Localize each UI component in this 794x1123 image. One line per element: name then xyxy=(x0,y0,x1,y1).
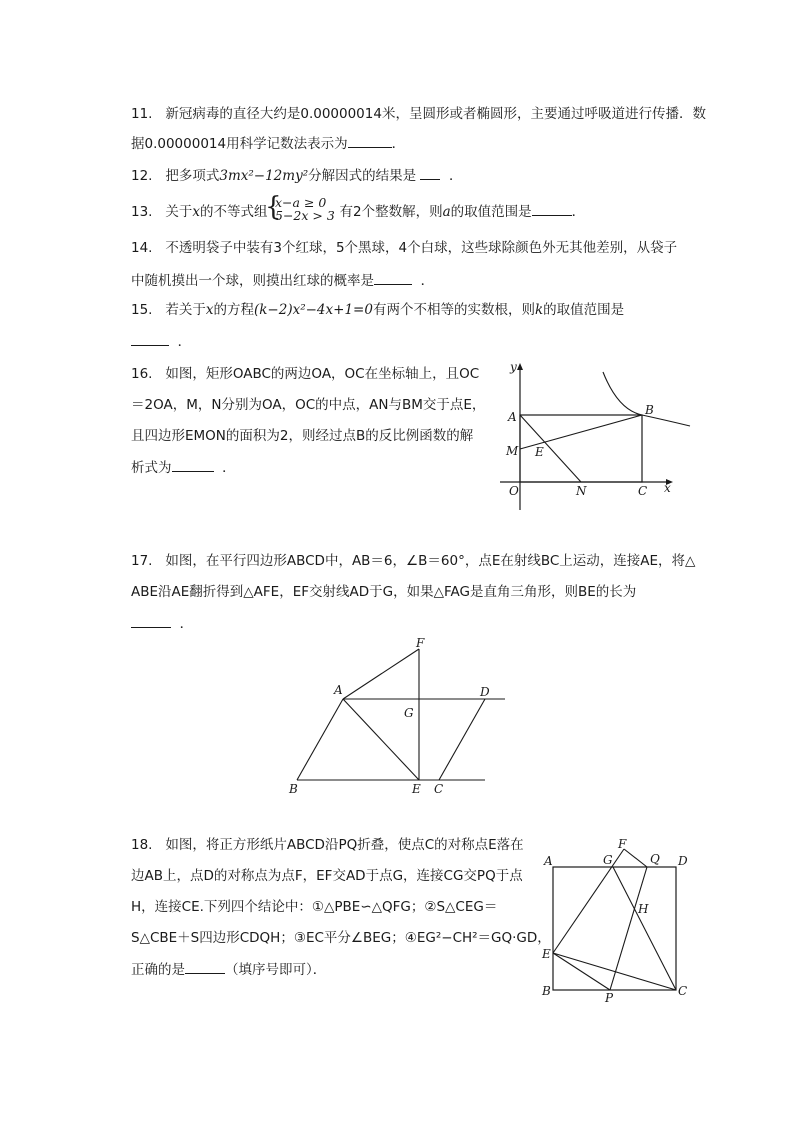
q18-segment-ep xyxy=(553,953,610,990)
q17-label-d: D xyxy=(480,685,490,699)
q15-text-c: 有两个不相等的实数根，则 xyxy=(372,302,535,318)
q13-number: 13. xyxy=(131,204,153,220)
q18-segment-cg xyxy=(613,867,676,990)
q16-line3 xyxy=(131,428,473,444)
q16-label-y: y xyxy=(510,360,517,374)
q15-text-d: 的取值范围是 xyxy=(543,302,625,318)
q16-line1 xyxy=(131,366,479,382)
q18-segment-ce xyxy=(553,953,676,990)
q18-label-b: B xyxy=(542,984,551,998)
q16-end: ． xyxy=(222,460,236,476)
q18-text-4: S△CBE＋S四边形CDQH；③EC平分∠BEG；④EG²−CH²＝GQ·GD， xyxy=(131,930,551,946)
q18-number: 18. xyxy=(131,837,153,853)
q18-line1 xyxy=(131,837,524,853)
q14-line2 xyxy=(131,272,434,289)
q12-answer-blank[interactable] xyxy=(420,167,440,180)
q13-text-c: 有2个整数解，则 xyxy=(339,204,443,220)
q18-label-h: H xyxy=(638,902,649,916)
q12-text-a: 把多项式 xyxy=(165,168,220,184)
q17-figure xyxy=(285,635,525,805)
q16-line4 xyxy=(131,459,236,476)
q16-hyperbola xyxy=(603,372,690,426)
q16-segment-an xyxy=(520,415,581,482)
q13-text-a: 关于 xyxy=(165,204,193,220)
q11-text-2: 据0.00000014用科学记数法表示为 xyxy=(131,136,348,152)
q12-text-b: 分解因式的结果是 xyxy=(308,168,417,184)
q16-text-4: 析式为 xyxy=(131,460,172,476)
q17-line2 xyxy=(131,584,636,600)
q18-line4 xyxy=(131,930,551,946)
q18-answer-blank[interactable] xyxy=(185,961,225,974)
q12-end: ． xyxy=(449,168,463,184)
q18-text-3: H，连接CE.下列四个结论中：①△PBE∽△QFG；②S△CEG＝ xyxy=(131,899,498,915)
q11-end: ． xyxy=(391,136,406,152)
q16-answer-blank[interactable] xyxy=(172,459,214,472)
q18-end: （填序号即可）． xyxy=(225,962,327,978)
q18-text-2: 边AB上，点D的对称点为点F，EF交AD于点G，连接CG交PQ于点 xyxy=(131,868,523,884)
q16-line2 xyxy=(131,397,485,413)
q17-label-e: E xyxy=(412,782,421,796)
q13-inequality-2: 5−2x > 3 xyxy=(275,208,335,223)
q18-label-a: A xyxy=(544,854,553,868)
q16-number: 16. xyxy=(131,366,153,382)
q18-label-d: D xyxy=(678,854,688,868)
q16-text-1: 如图，矩形OABC的两边OA，OC在坐标轴上，且OC xyxy=(165,366,480,382)
q17-answer-blank[interactable] xyxy=(131,615,171,628)
q13-line xyxy=(131,203,586,223)
q16-text-3: 且四边形EMON的面积为2，则经过点B的反比例函数的解 xyxy=(131,428,474,444)
q14-end: ． xyxy=(420,273,435,289)
q12-expression: 3mx²−12my² xyxy=(219,168,309,184)
q13-brace: { xyxy=(265,192,282,222)
q18-label-f: F xyxy=(618,837,627,851)
q13-var-a: a xyxy=(442,204,451,220)
q18-line5 xyxy=(131,961,326,978)
q18-text-1: 如图，将正方形纸片ABCD沿PQ折叠，使点C的对称点E落在 xyxy=(165,837,524,853)
q13-end: ． xyxy=(571,204,586,220)
q13-answer-blank[interactable] xyxy=(532,203,572,216)
q17-segment-ab xyxy=(297,699,343,780)
q16-label-o: O xyxy=(509,484,519,498)
q17-number: 17. xyxy=(131,553,153,569)
q14-number: 14. xyxy=(131,240,153,256)
q17-text-1: 如图，在平行四边形ABCD中，AB＝6，∠B＝60°，点E在射线BC上运动，连接AE，将△ xyxy=(165,553,696,569)
q13-var-x: x xyxy=(192,204,200,220)
q17-label-b: B xyxy=(289,782,298,796)
q16-label-m: M xyxy=(506,444,519,458)
q12-line xyxy=(131,167,463,184)
q18-line3 xyxy=(131,899,497,915)
q18-label-g: G xyxy=(603,853,613,867)
q15-line1 xyxy=(131,302,624,318)
q14-text-1: 不透明袋子中装有3个红球，5个黑球，4个白球，这些球除颜色外无其他差别，从袋子 xyxy=(165,240,678,256)
q17-segment-dc xyxy=(439,699,485,780)
q18-segment-ef xyxy=(553,849,624,953)
q17-end: ． xyxy=(179,616,194,632)
q16-label-b: B xyxy=(645,403,654,417)
q12-number: 12. xyxy=(131,168,153,184)
q17-line3 xyxy=(131,615,193,632)
q17-label-f: F xyxy=(416,636,425,650)
q18-text-5: 正确的是 xyxy=(131,962,185,978)
q16-text-2: ＝2OA，M，N分别为OA，OC的中点，AN与BM交于点E， xyxy=(131,397,486,413)
q18-segment-fq xyxy=(624,849,647,867)
q14-text-2: 中随机摸出一个球，则摸出红球的概率是 xyxy=(131,273,374,289)
q15-answer-blank[interactable] xyxy=(131,333,169,346)
q15-end: ． xyxy=(177,334,192,350)
q18-figure xyxy=(540,835,720,1005)
q13-text-b: 的不等式组 xyxy=(199,204,268,220)
q15-line2 xyxy=(131,333,191,350)
q16-label-c: C xyxy=(638,484,648,498)
q16-label-n: N xyxy=(576,484,587,498)
q18-label-c: C xyxy=(678,984,688,998)
q18-line2 xyxy=(131,868,523,884)
q15-var-k: k xyxy=(534,302,544,318)
q14-answer-blank[interactable] xyxy=(374,272,412,285)
q15-equation: (k−2)x²−4x+1=0 xyxy=(253,302,373,318)
q16-segment-bm xyxy=(520,415,642,449)
q18-label-e: E xyxy=(542,947,551,961)
q14-line1 xyxy=(131,240,677,256)
q17-line1 xyxy=(131,553,695,569)
q18-label-p: P xyxy=(605,991,614,1005)
q13-text-d: 的取值范围是 xyxy=(450,204,532,220)
q16-y-arrow xyxy=(517,363,523,370)
q13-inequality-1: x−a ≥ 0 xyxy=(275,195,327,210)
q18-label-q: Q xyxy=(650,852,660,866)
q11-text-1: 新冠病毒的直径大约是0.00000014米，呈圆形或者椭圆形，主要通过呼吸道进行传播．数 xyxy=(165,106,706,122)
q17-label-a: A xyxy=(334,683,343,697)
q17-label-g: G xyxy=(404,706,414,720)
q11-number: 11. xyxy=(131,106,153,122)
q17-label-c: C xyxy=(434,782,444,796)
q16-label-e: E xyxy=(535,445,544,459)
q11-answer-blank[interactable] xyxy=(348,135,392,148)
q16-figure xyxy=(500,360,700,520)
q16-label-x: x xyxy=(664,481,671,495)
q15-var-x: x xyxy=(205,302,214,318)
q16-label-a: A xyxy=(508,410,517,424)
q15-text-a: 若关于 xyxy=(165,302,206,318)
q15-number: 15. xyxy=(131,302,153,318)
q11-line2 xyxy=(131,135,405,152)
q11-line1 xyxy=(131,106,706,122)
q17-segment-af xyxy=(343,649,419,699)
q17-text-2: ABE沿AE翻折得到△AFE，EF交射线AD于G，如果△FAG是直角三角形，则BE的长为 xyxy=(131,584,637,600)
q15-text-b: 的方程 xyxy=(213,302,254,318)
